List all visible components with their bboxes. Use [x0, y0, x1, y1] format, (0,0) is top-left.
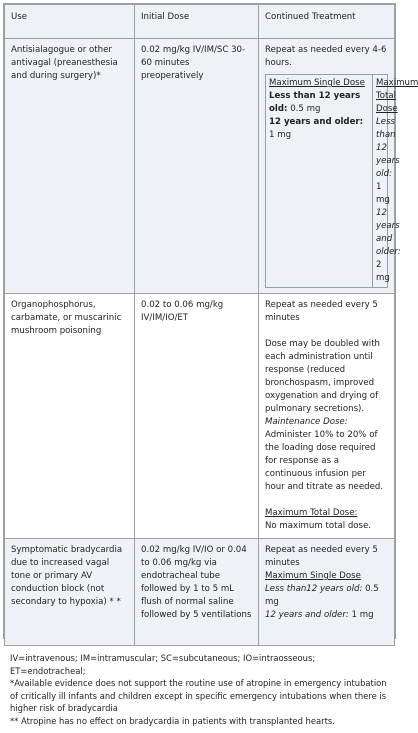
row1-over12-label: 12 years and older:: [269, 117, 364, 127]
row3-initial: 0.02 mg/kg IV/IO or 0.04 to 0.06 mg/kg via endotracheal tube followed by 1 to 5 mL flush of normal saline followed by 5 ventilations: [135, 539, 259, 646]
row2-repeat: Repeat as needed every 5 minutes: [265, 300, 378, 323]
header-initial-dose: Initial Dose: [135, 5, 259, 39]
row1-initial: 0.02 mg/kg IV/IM/SC 30-60 minutes preoperatively: [135, 39, 259, 294]
row2-maint-text: Administer 10% to 20% of the loading dose required for response as a continuous infusion per hour and titrate as needed.: [265, 430, 384, 492]
row3-max-single-label: Maximum Single Dose: [265, 571, 361, 581]
row2-max-total-label: Maximum Total Dose:: [265, 508, 358, 518]
row1-max-total-cell: [373, 75, 418, 288]
row1-continued: [259, 39, 418, 294]
row3-use: Symptomatic bradycardia due to increased vagal tone or primary AV conduction block (not secondary to hypoxia) * *: [5, 539, 135, 646]
row1-max-dose-table: [265, 74, 418, 288]
row1-total-under12: Less than 12 years old:: [376, 117, 400, 179]
row2-use: Organophosphorus, carbamate, or muscarinic mushroom poisoning: [5, 294, 135, 539]
dosing-table-container: [3, 3, 418, 726]
row3-over12: 12 years and older:: [265, 610, 349, 620]
table-row: [5, 294, 395, 539]
header-use: Use: [5, 5, 135, 39]
row1-under12-value: 0.5 mg: [290, 104, 321, 114]
row1-total-over12-value: 2 mg: [376, 260, 390, 283]
row1-repeat: Repeat as needed every 4-6 hours.: [265, 45, 387, 68]
row1-over12-value: 1 mg: [269, 130, 292, 140]
footnote-1: *Available evidence does not support the routine use of atropine in emergency intubation of critically ill infants and children except in specific emergency intubations when there is higher risk of bradycardia: [10, 678, 387, 713]
row1-max-single-cell: [266, 75, 373, 288]
row3-over12-value: 1 mg: [351, 610, 374, 620]
row1-max-single-label: Maximum Single Dose: [269, 78, 365, 88]
row1-total-over12: 12 years and older:: [376, 208, 401, 257]
row3-under12: Less than12 years old:: [265, 584, 363, 594]
row2-maint-label: Maintenance Dose:: [265, 417, 348, 427]
row3-continued: [259, 539, 395, 646]
header-row: [5, 5, 395, 39]
row2-initial: 0.02 to 0.06 mg/kg IV/IM/IO/ET: [135, 294, 259, 539]
row1-total-under12-value: 1 mg: [376, 182, 390, 205]
row3-repeat: Repeat as needed every 5 minutes: [265, 545, 378, 568]
row1-use: Antisialagogue or other antivagal (preanesthesia and during surgery)*: [5, 39, 135, 294]
table-row: [5, 539, 395, 646]
row2-max-total-text: No maximum total dose.: [265, 521, 372, 531]
footnote-abbreviations: IV=intravenous; IM=intramuscular; SC=subcutaneous; IO=intraosseous; ET=endotracheal;: [10, 653, 316, 676]
row1-max-total-label: Maximum Total Dose: [376, 78, 418, 114]
dosing-table: [4, 4, 418, 646]
table-row: [5, 39, 395, 294]
row1-under12-label: Less than 12 years old:: [269, 91, 361, 114]
footnote-2: ** Atropine has no effect on bradycardia in patients with transplanted hearts.: [10, 715, 335, 726]
header-continued-treatment: Continued Treatment: [259, 5, 395, 39]
row2-doubled: Dose may be doubled with each administration until response (reduced bronchospasm, improved oxygenation and drying of pulmonary secretions).: [265, 339, 381, 414]
row2-continued: [259, 294, 395, 539]
row3-under12-value: 0.5 mg: [265, 584, 379, 607]
footnotes: [4, 646, 395, 733]
